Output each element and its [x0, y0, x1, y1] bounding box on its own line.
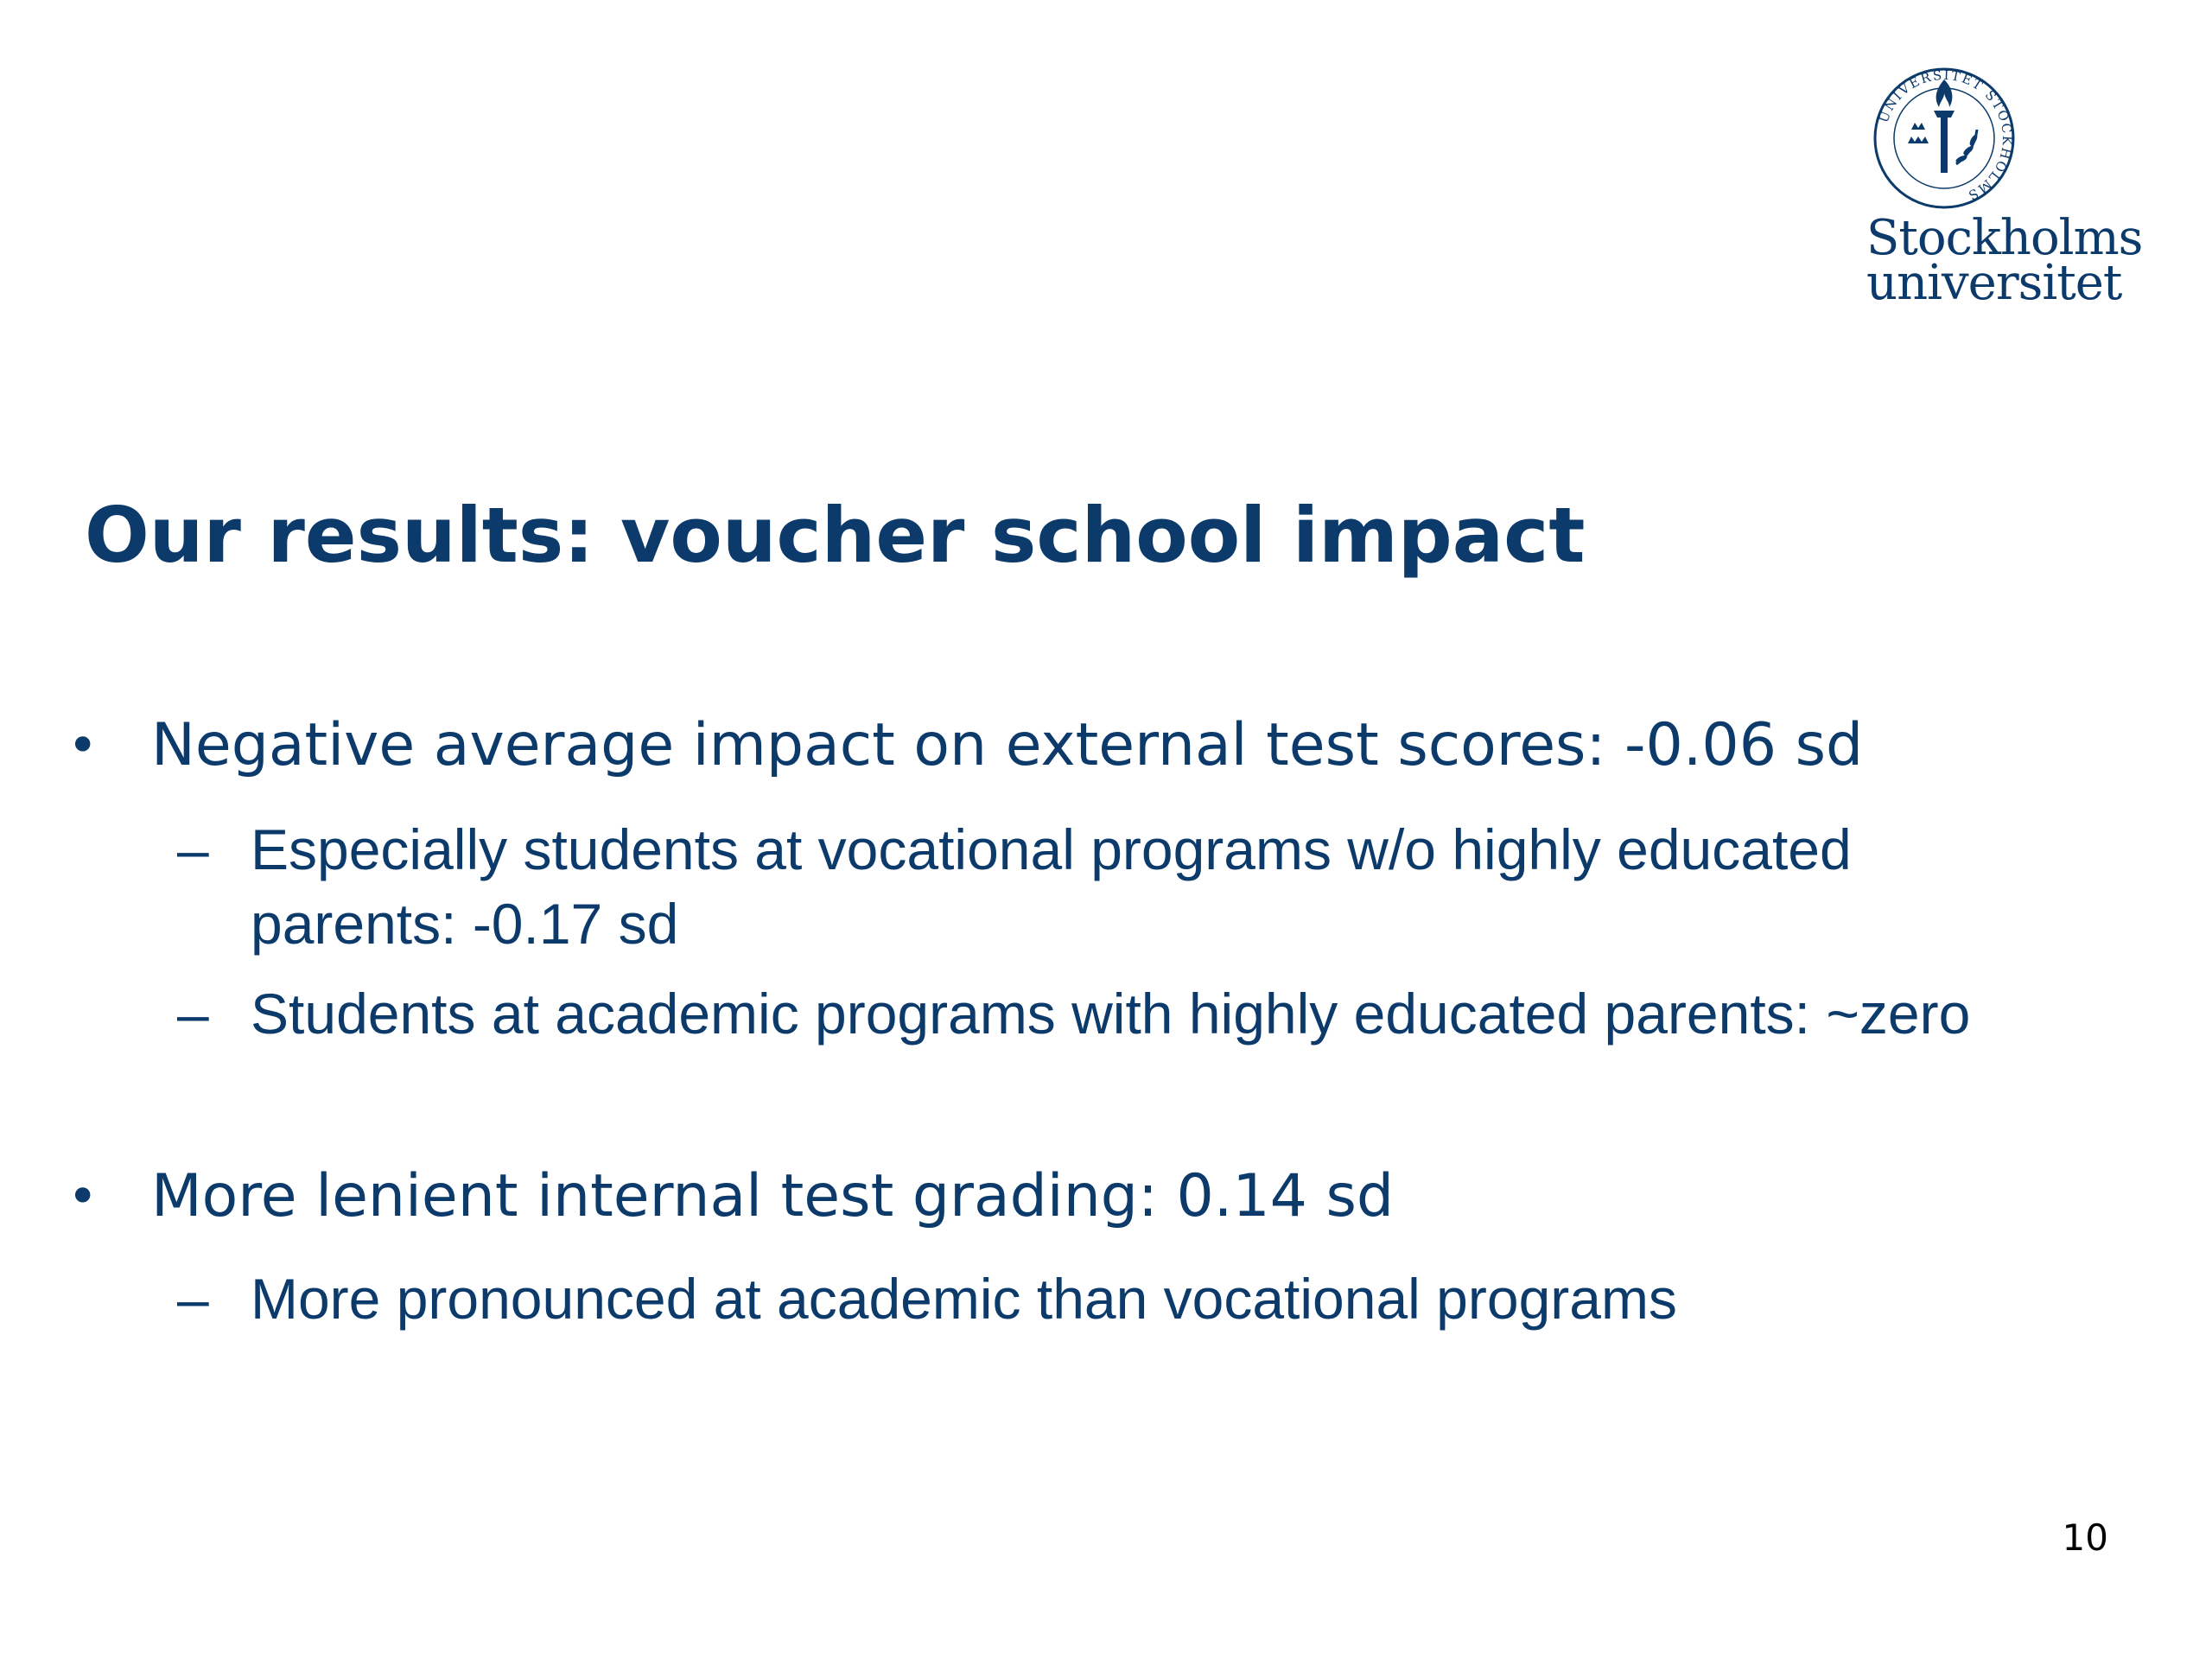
university-logo: [1858, 60, 2160, 320]
bullet-item: More lenient internal test grading: 0.14 sd: [151, 1162, 1395, 1230]
sub-bullet-item: [251, 812, 1852, 961]
university-name-line2: universitet: [1866, 255, 2122, 311]
sub-bullet-marker: –: [177, 1267, 209, 1331]
bullet-marker: •: [67, 715, 99, 776]
university-name-line1: Stockholms: [1866, 210, 2143, 266]
bullet-marker: •: [67, 1166, 99, 1227]
page-number: 10: [2062, 1516, 2108, 1559]
university-name: [1866, 210, 2143, 311]
university-seal-icon: [1866, 60, 2022, 216]
sub-bullet-marker: –: [177, 817, 209, 881]
sub-bullet-line: parents: -0.17 sd: [251, 892, 679, 956]
sub-bullet-line: Especially students at vocational programs w/o highly educated: [251, 817, 1852, 881]
slide-title: Our results: voucher school impact: [85, 491, 1586, 580]
sub-bullet-marker: –: [177, 982, 209, 1046]
svg-text:UNIVERSITET STOCKHOLMS: UNIVERSITET STOCKHOLMS: [1875, 67, 2016, 204]
sub-bullet-item: Students at academic programs with highly educated parents: ~zero: [251, 982, 1971, 1046]
sub-bullet-item: More pronounced at academic than vocational programs: [251, 1267, 1677, 1331]
bullet-item: Negative average impact on external test scores: -0.06 sd: [151, 711, 1864, 779]
